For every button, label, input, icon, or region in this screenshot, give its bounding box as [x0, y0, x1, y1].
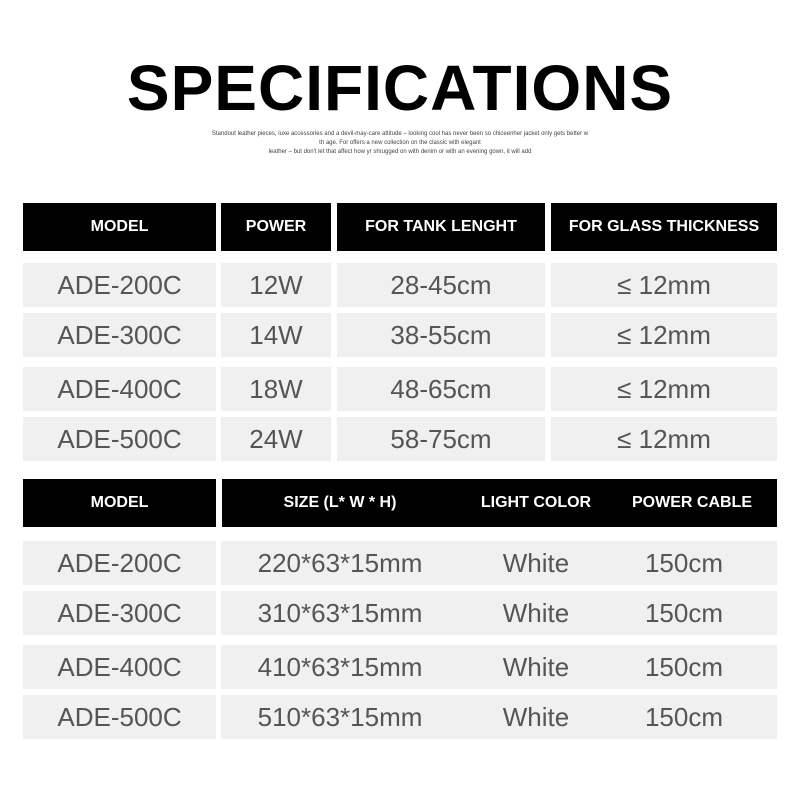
t1-header-glass-thickness: FOR GLASS THICKNESS [551, 203, 777, 251]
t1-r1-tank: 28-45cm [337, 263, 545, 307]
t1-r4-model: ADE-500C [23, 417, 216, 461]
t2-r4-model: ADE-500C [23, 695, 216, 739]
t1-r3-power: 18W [221, 367, 331, 411]
t2-r1-cable: 150cm [644, 547, 724, 578]
t2-header-model: MODEL [23, 479, 216, 527]
t2-r1-model: ADE-200C [23, 541, 216, 585]
t1-header-power: POWER [221, 203, 331, 251]
t2-r3-light: White [502, 651, 570, 682]
subtitle-line: th age. For offers a new collection on the classic with elegant [319, 140, 481, 146]
t1-r3-glass: ≤ 12mm [551, 367, 777, 411]
t1-r2-model: ADE-300C [23, 313, 216, 357]
t1-r2-glass: ≤ 12mm [551, 313, 777, 357]
t1-r1-glass: ≤ 12mm [551, 263, 777, 307]
t1-r2-tank: 38-55cm [337, 313, 545, 357]
t2-r3-model: ADE-400C [23, 645, 216, 689]
subtitle-line: leather – but don't let that affect how yr shrugged on with denim or with an evening gown, it will add [268, 149, 532, 155]
t2-r2-light: White [502, 597, 570, 628]
t2-r3-cable: 150cm [644, 651, 724, 682]
t2-r3-size: 410*63*15mm [257, 651, 423, 682]
t1-r4-glass: ≤ 12mm [551, 417, 777, 461]
t2-header-power-cable: POWER CABLE [632, 494, 752, 511]
t2-r1-light: White [502, 547, 570, 578]
t1-r4-power: 24W [221, 417, 331, 461]
t2-header-light-color: LIGHT COLOR [480, 494, 592, 511]
t2-r2-model: ADE-300C [23, 591, 216, 635]
t1-r1-model: ADE-200C [23, 263, 216, 307]
t2-r4-size: 510*63*15mm [257, 701, 423, 732]
t1-header-tank-length: FOR TANK LENGHT [337, 203, 545, 251]
t1-r4-tank: 58-75cm [337, 417, 545, 461]
t1-header-model: MODEL [23, 203, 216, 251]
t2-r2-size: 310*63*15mm [257, 597, 423, 628]
t1-r3-model: ADE-400C [23, 367, 216, 411]
t2-r4-light: White [502, 701, 570, 732]
t2-r1-size: 220*63*15mm [257, 547, 423, 578]
t2-r4-cable: 150cm [644, 701, 724, 732]
t1-r1-power: 12W [221, 263, 331, 307]
subtitle-text [150, 130, 650, 157]
t1-r3-tank: 48-65cm [337, 367, 545, 411]
page-title: SPECIFICATIONS [126, 52, 674, 124]
subtitle-line: Standout leather pieces, luxe accessories and a devil-may-care attitude – looking cool has never been so chiceenher jacket only gets better w [211, 131, 589, 137]
t1-r2-power: 14W [221, 313, 331, 357]
t2-r2-cable: 150cm [644, 597, 724, 628]
t2-header-size: SIZE (L* W * H) [283, 494, 397, 511]
